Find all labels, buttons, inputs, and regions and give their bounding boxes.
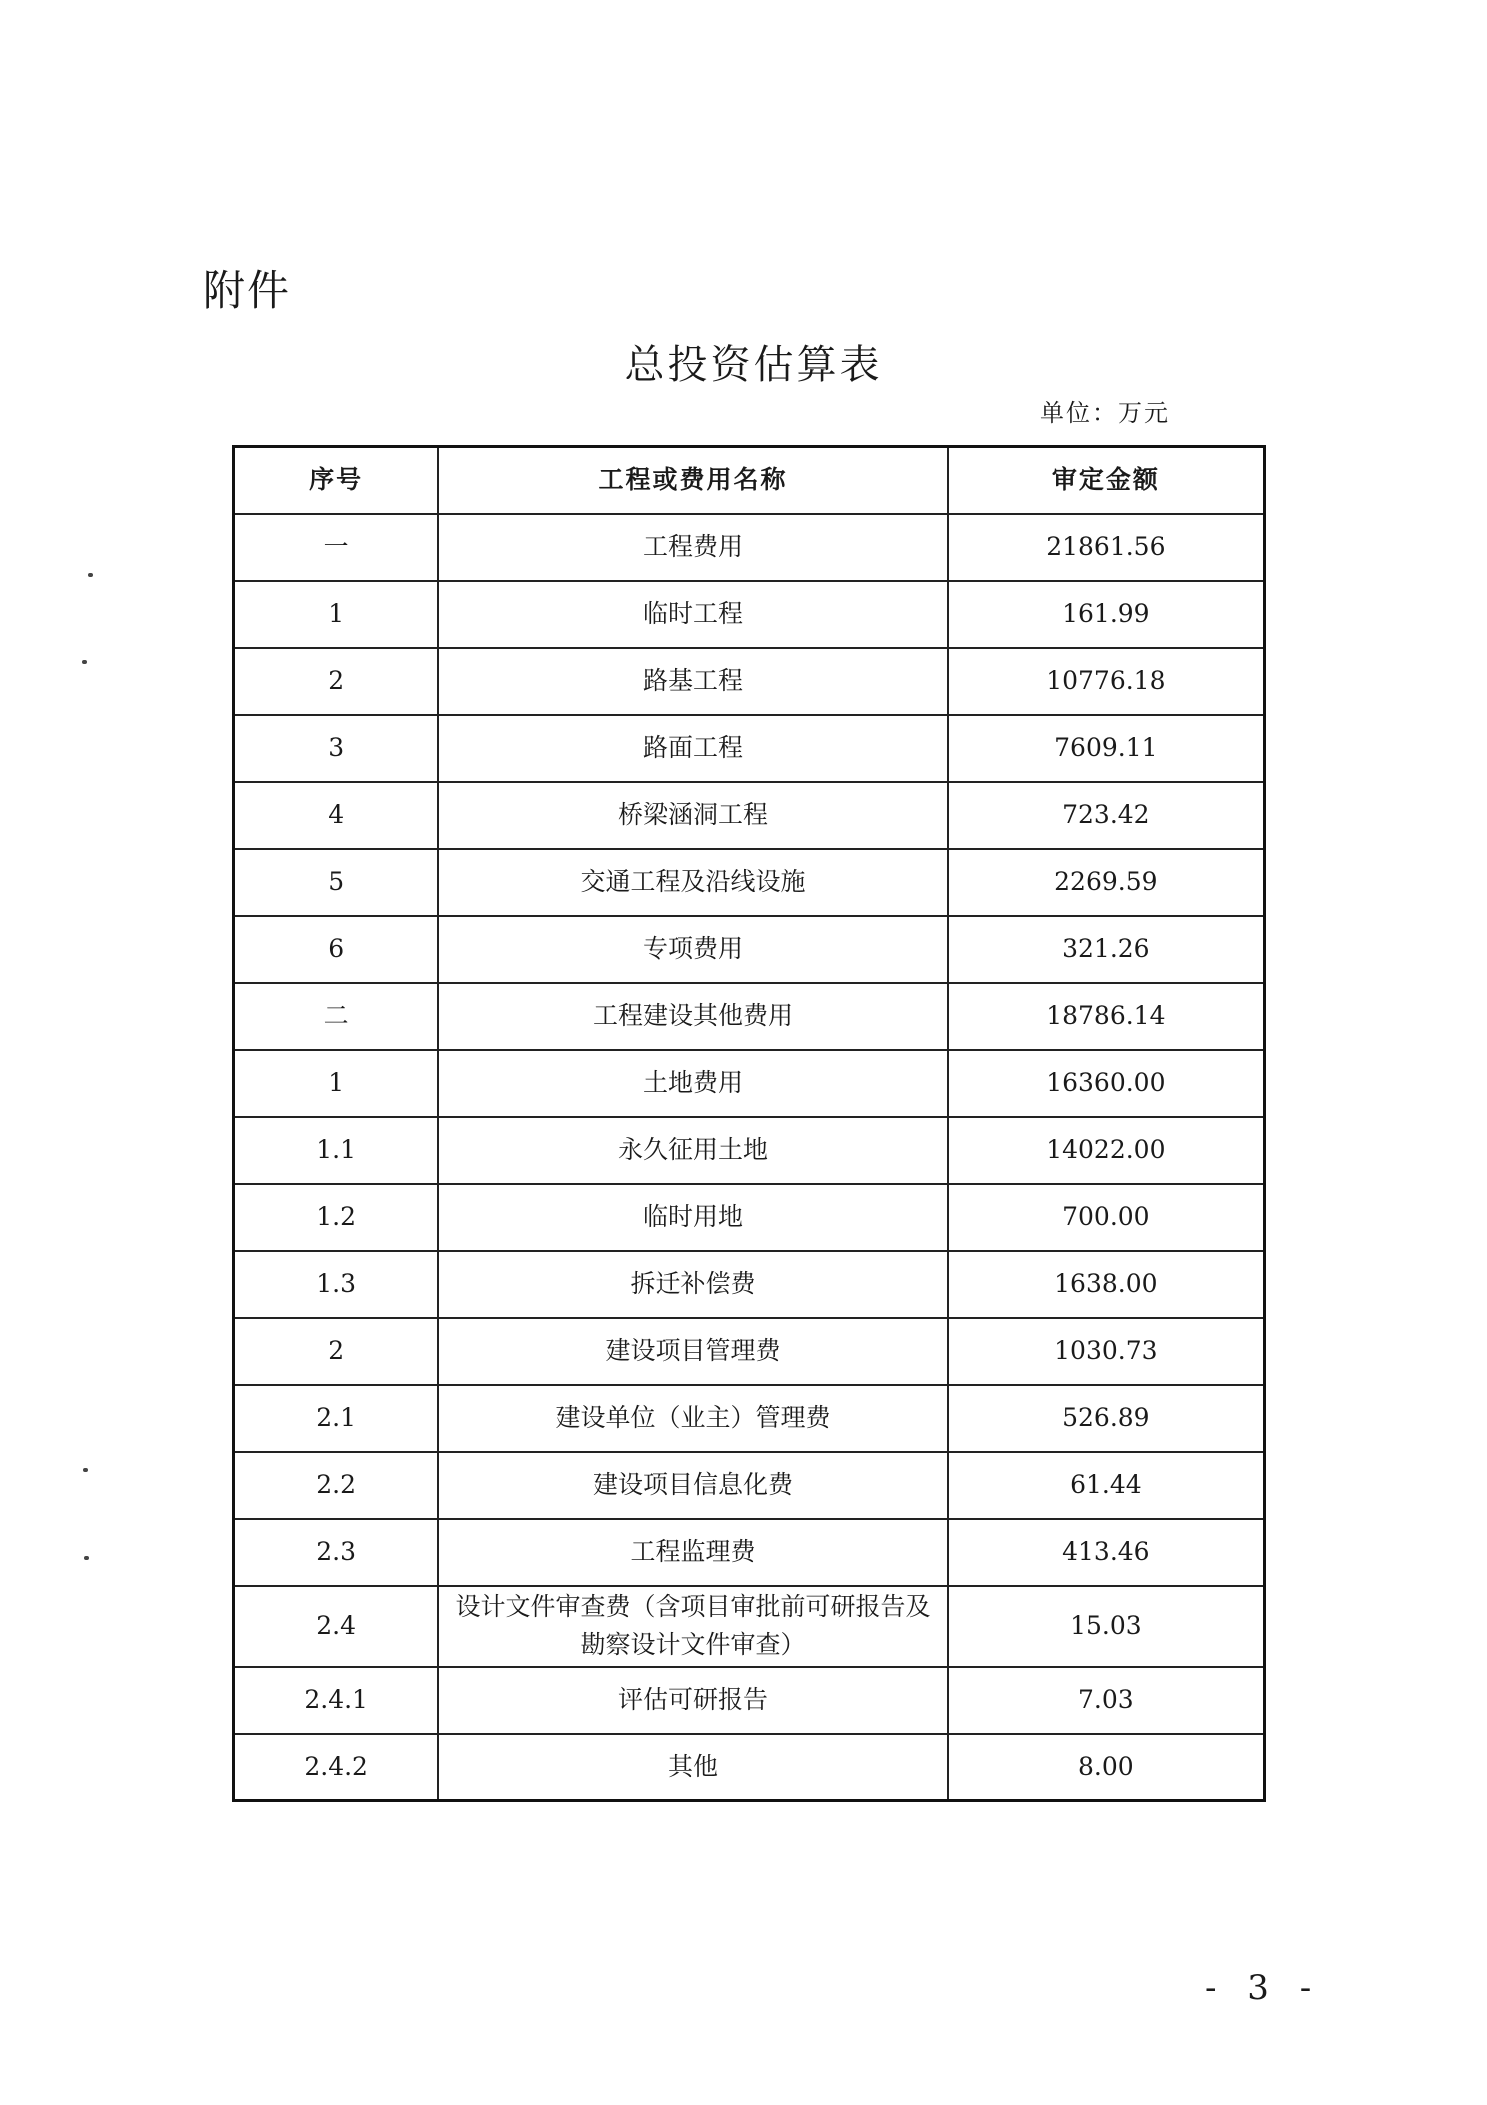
- scan-mark: [83, 1468, 88, 1472]
- row-amount: 700.00: [948, 1184, 1265, 1251]
- row-name: 其他: [438, 1734, 947, 1801]
- row-name: 工程费用: [438, 514, 947, 581]
- row-seq: 1: [234, 1050, 439, 1117]
- row-seq: 5: [234, 849, 439, 916]
- row-name: 建设项目管理费: [438, 1318, 947, 1385]
- row-amount: 15.03: [948, 1586, 1265, 1667]
- header-seq: 序号: [234, 447, 439, 514]
- row-amount: 161.99: [948, 581, 1265, 648]
- row-amount: 7.03: [948, 1667, 1265, 1734]
- row-name: 永久征用土地: [438, 1117, 947, 1184]
- row-name: 工程监理费: [438, 1519, 947, 1586]
- table-row: [234, 1184, 1265, 1251]
- scan-mark: [88, 573, 93, 577]
- row-amount: 10776.18: [948, 648, 1265, 715]
- row-seq: 6: [234, 916, 439, 983]
- row-amount: 7609.11: [948, 715, 1265, 782]
- row-amount: 21861.56: [948, 514, 1265, 581]
- row-seq: 2: [234, 648, 439, 715]
- row-seq: 3: [234, 715, 439, 782]
- table-row: [234, 983, 1265, 1050]
- row-amount: 61.44: [948, 1452, 1265, 1519]
- row-seq: 二: [234, 983, 439, 1050]
- row-seq: 2.4.1: [234, 1667, 439, 1734]
- row-amount: 321.26: [948, 916, 1265, 983]
- table-row: [234, 1050, 1265, 1117]
- row-name: 拆迁补偿费: [438, 1251, 947, 1318]
- row-name-line: 设计文件审查费（含项目审批前可研报告及: [455, 1592, 931, 1621]
- row-amount: 1638.00: [948, 1251, 1265, 1318]
- table-row: [234, 648, 1265, 715]
- table-row: [234, 715, 1265, 782]
- row-amount: 16360.00: [948, 1050, 1265, 1117]
- document-title: 总投资估算表: [624, 342, 883, 388]
- table-row: [234, 1734, 1265, 1801]
- row-name: 路面工程: [438, 715, 947, 782]
- scan-mark: [84, 1556, 89, 1560]
- row-seq: 2.2: [234, 1452, 439, 1519]
- row-amount: 526.89: [948, 1385, 1265, 1452]
- table-row: [234, 1452, 1265, 1519]
- row-seq: 2.4.2: [234, 1734, 439, 1801]
- row-seq: 4: [234, 782, 439, 849]
- row-seq: 1.1: [234, 1117, 439, 1184]
- row-name: 建设项目信息化费: [438, 1452, 947, 1519]
- row-name: [438, 1586, 947, 1667]
- table-row: [234, 1251, 1265, 1318]
- header-name: 工程或费用名称: [438, 447, 947, 514]
- table-row: [234, 581, 1265, 648]
- table-row: [234, 1667, 1265, 1734]
- row-amount: 723.42: [948, 782, 1265, 849]
- row-name: 专项费用: [438, 916, 947, 983]
- estimate-table: [232, 445, 1266, 1802]
- row-seq: 1.2: [234, 1184, 439, 1251]
- row-amount: 18786.14: [948, 983, 1265, 1050]
- header-amount: 审定金额: [948, 447, 1265, 514]
- row-amount: 1030.73: [948, 1318, 1265, 1385]
- table-row: [234, 1117, 1265, 1184]
- row-seq: 2.3: [234, 1519, 439, 1586]
- table-row: [234, 849, 1265, 916]
- row-name: 评估可研报告: [438, 1667, 947, 1734]
- row-name: 路基工程: [438, 648, 947, 715]
- attachment-label: 附件: [203, 266, 292, 315]
- row-amount: 2269.59: [948, 849, 1265, 916]
- table-row: [234, 1318, 1265, 1385]
- table-header-row: [234, 447, 1265, 514]
- row-name: 临时用地: [438, 1184, 947, 1251]
- row-name: 临时工程: [438, 581, 947, 648]
- row-amount: 413.46: [948, 1519, 1265, 1586]
- table-row: [234, 1519, 1265, 1586]
- table-row: [234, 1586, 1265, 1667]
- row-name-line: 勘察设计文件审查）: [580, 1630, 806, 1659]
- row-seq: 2.4: [234, 1586, 439, 1667]
- row-name: 土地费用: [438, 1050, 947, 1117]
- row-seq: 1.3: [234, 1251, 439, 1318]
- table-row: [234, 916, 1265, 983]
- row-seq: 一: [234, 514, 439, 581]
- unit-note: 单位：万元: [1040, 399, 1170, 427]
- scan-mark: [82, 660, 87, 664]
- table-row: [234, 1385, 1265, 1452]
- row-seq: 2.1: [234, 1385, 439, 1452]
- table-row: [234, 782, 1265, 849]
- row-name: 工程建设其他费用: [438, 983, 947, 1050]
- row-amount: 14022.00: [948, 1117, 1265, 1184]
- row-name: 桥梁涵洞工程: [438, 782, 947, 849]
- row-seq: 1: [234, 581, 439, 648]
- row-name: 交通工程及沿线设施: [438, 849, 947, 916]
- table-row: [234, 514, 1265, 581]
- page-number: - 3 -: [1205, 1968, 1322, 2008]
- row-seq: 2: [234, 1318, 439, 1385]
- row-amount: 8.00: [948, 1734, 1265, 1801]
- row-name: 建设单位（业主）管理费: [438, 1385, 947, 1452]
